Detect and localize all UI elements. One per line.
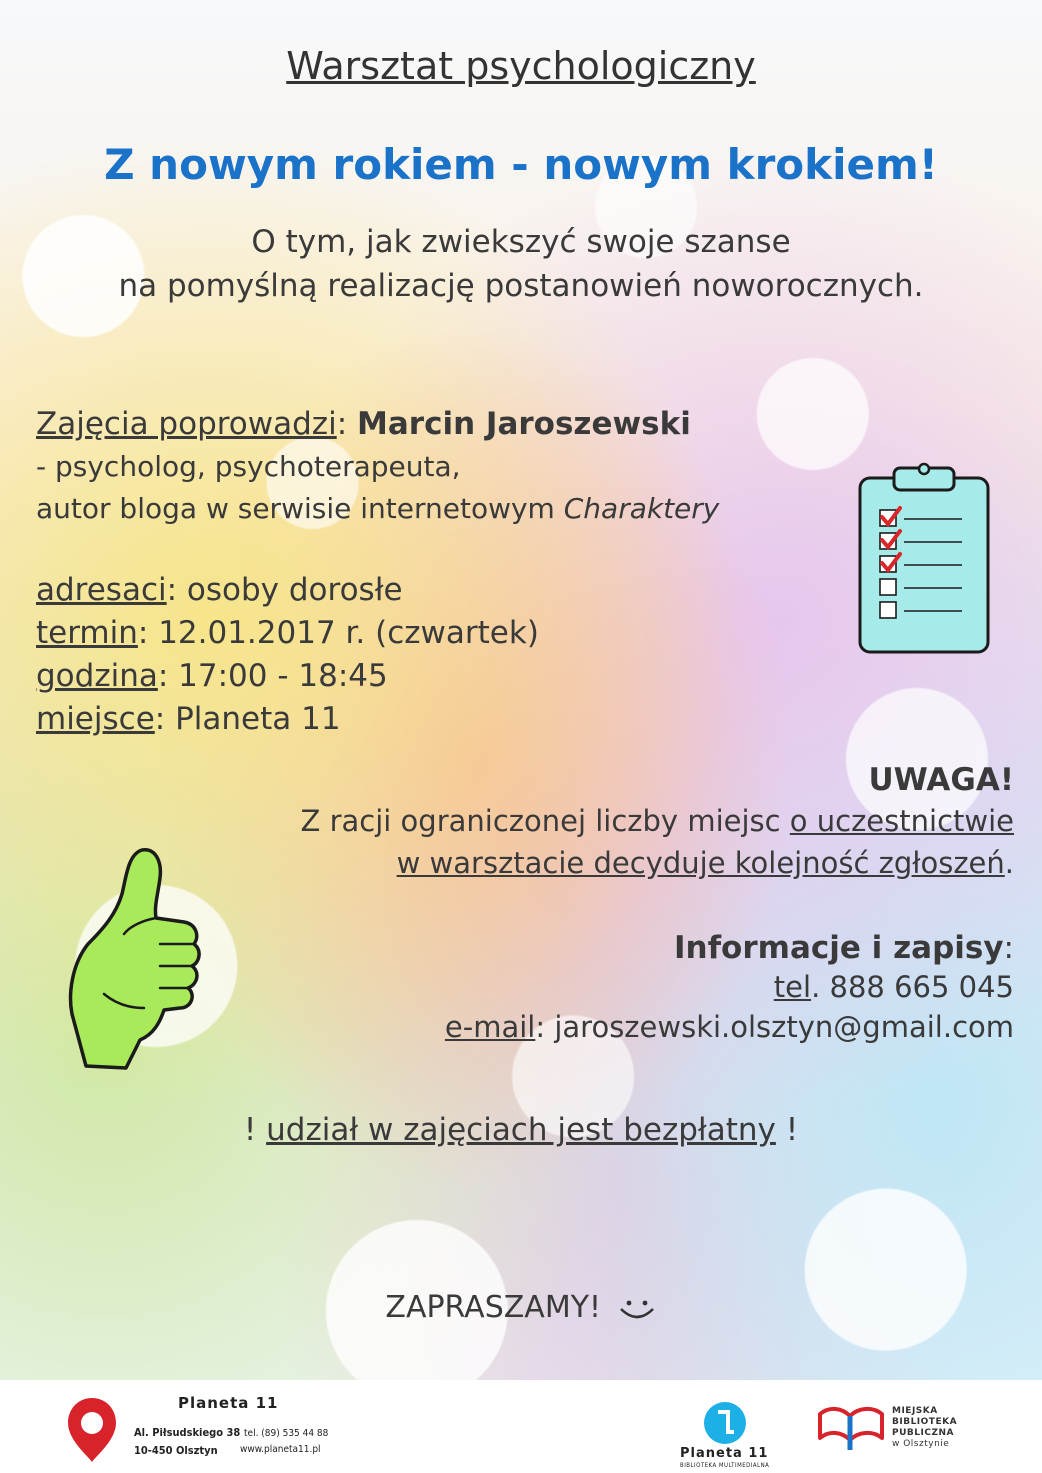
- contact-email: [445, 1010, 1014, 1044]
- planeta-location-pin-icon: [66, 1396, 118, 1464]
- thumbs-up-icon: [64, 844, 204, 1072]
- footer-phone: tel. (89) 535 44 88: [244, 1428, 329, 1439]
- footer-logo2-name: Planeta 11: [680, 1446, 769, 1461]
- email-value[interactable]: : jaroszewski.olsztyn@gmail.com: [535, 1010, 1014, 1044]
- planeta-logo-icon: [702, 1400, 748, 1446]
- page-title: Warsztat psychologiczny: [286, 44, 756, 88]
- notice-line-1-underlined: o uczestnictwie: [789, 804, 1014, 838]
- contact-heading-text: Informacje i zapisy: [673, 930, 1004, 966]
- closing-line: [0, 1290, 1042, 1325]
- notice-line-1: [301, 804, 1015, 838]
- detail-godzina: [36, 658, 388, 694]
- email-label: e-mail: [444, 1010, 536, 1044]
- leader-blog: [36, 492, 719, 525]
- footer-mbp-line-1: MIEJSKA: [892, 1406, 938, 1416]
- footer-website[interactable]: www.planeta11.pl: [240, 1444, 321, 1455]
- footer-mbp-line-2: BIBLIOTEKA: [892, 1417, 958, 1427]
- notice-line-1-text: Z racji ograniczonej liczby miejsc: [300, 804, 790, 838]
- contact-heading: [674, 930, 1014, 966]
- footer-logo2-sub: BIBLIOTEKA MULTIMEDIALNA: [680, 1462, 770, 1469]
- leader-line: Zajęcia poprowadzi: Marcin Jaroszewski: [36, 406, 691, 442]
- blog-name: Charaktery: [563, 492, 720, 525]
- free-text: udział w zajęciach jest bezpłatny: [266, 1112, 776, 1148]
- footer-planeta-name: Planeta 11: [178, 1394, 279, 1412]
- leader-name: Marcin Jaroszewski: [357, 406, 691, 442]
- description-line-1: O tym, jak zwiekszyć swoje szanse: [251, 224, 791, 260]
- notice-line-2-underlined: w warsztacie decyduje kolejność zgłoszeń: [396, 846, 1005, 880]
- clipboard-checklist-icon: [856, 460, 992, 656]
- adresaci-label: adresaci: [36, 572, 167, 608]
- notice-heading: UWAGA!: [868, 762, 1014, 798]
- contact-heading-colon: :: [1003, 930, 1014, 966]
- miejsce-value: : Planeta 11: [154, 701, 341, 737]
- termin-value: : 12.01.2017 r. (czwartek): [137, 615, 539, 651]
- leader-blog-text: autor bloga w serwisie internetowym: [36, 492, 564, 525]
- miejsce-label: miejsce: [36, 701, 155, 737]
- contact-phone: [774, 970, 1014, 1004]
- detail-termin: [36, 615, 539, 651]
- free-prefix: !: [243, 1112, 267, 1148]
- footer-mbp-line-3: PUBLICZNA: [892, 1428, 954, 1438]
- godzina-value: : 17:00 - 18:45: [157, 658, 388, 694]
- description-line-2: na pomyślną realizację postanowień noworocznych.: [118, 268, 924, 304]
- smiley-icon: [617, 1297, 657, 1321]
- notice-line-2-end: .: [1004, 846, 1014, 880]
- footer-address-2: 10-450 Olsztyn: [134, 1444, 218, 1457]
- footer-address-1: Al. Piłsudskiego 38: [134, 1426, 241, 1439]
- leader-label: Zajęcia poprowadzi: [36, 406, 337, 442]
- free-notice: [0, 1112, 1042, 1148]
- notice-line-2: [397, 846, 1014, 880]
- mbp-book-logo-icon: [816, 1402, 886, 1452]
- closing-text: ZAPRASZAMY!: [385, 1290, 602, 1325]
- godzina-label: godzina: [36, 658, 158, 694]
- detail-miejsce: [36, 701, 341, 737]
- adresaci-value: : osoby dorosłe: [166, 572, 403, 608]
- page-subtitle: Z nowym rokiem - nowym krokiem!: [104, 140, 938, 189]
- footer-mbp-line-4: w Olsztynie: [892, 1439, 950, 1449]
- phone-value[interactable]: . 888 665 045: [811, 970, 1014, 1004]
- termin-label: termin: [36, 615, 138, 651]
- free-suffix: !: [775, 1112, 799, 1148]
- detail-adresaci: [36, 572, 403, 608]
- leader-role: - psycholog, psychoterapeuta,: [36, 450, 461, 483]
- footer: [0, 1380, 1042, 1473]
- phone-label: tel: [773, 970, 812, 1004]
